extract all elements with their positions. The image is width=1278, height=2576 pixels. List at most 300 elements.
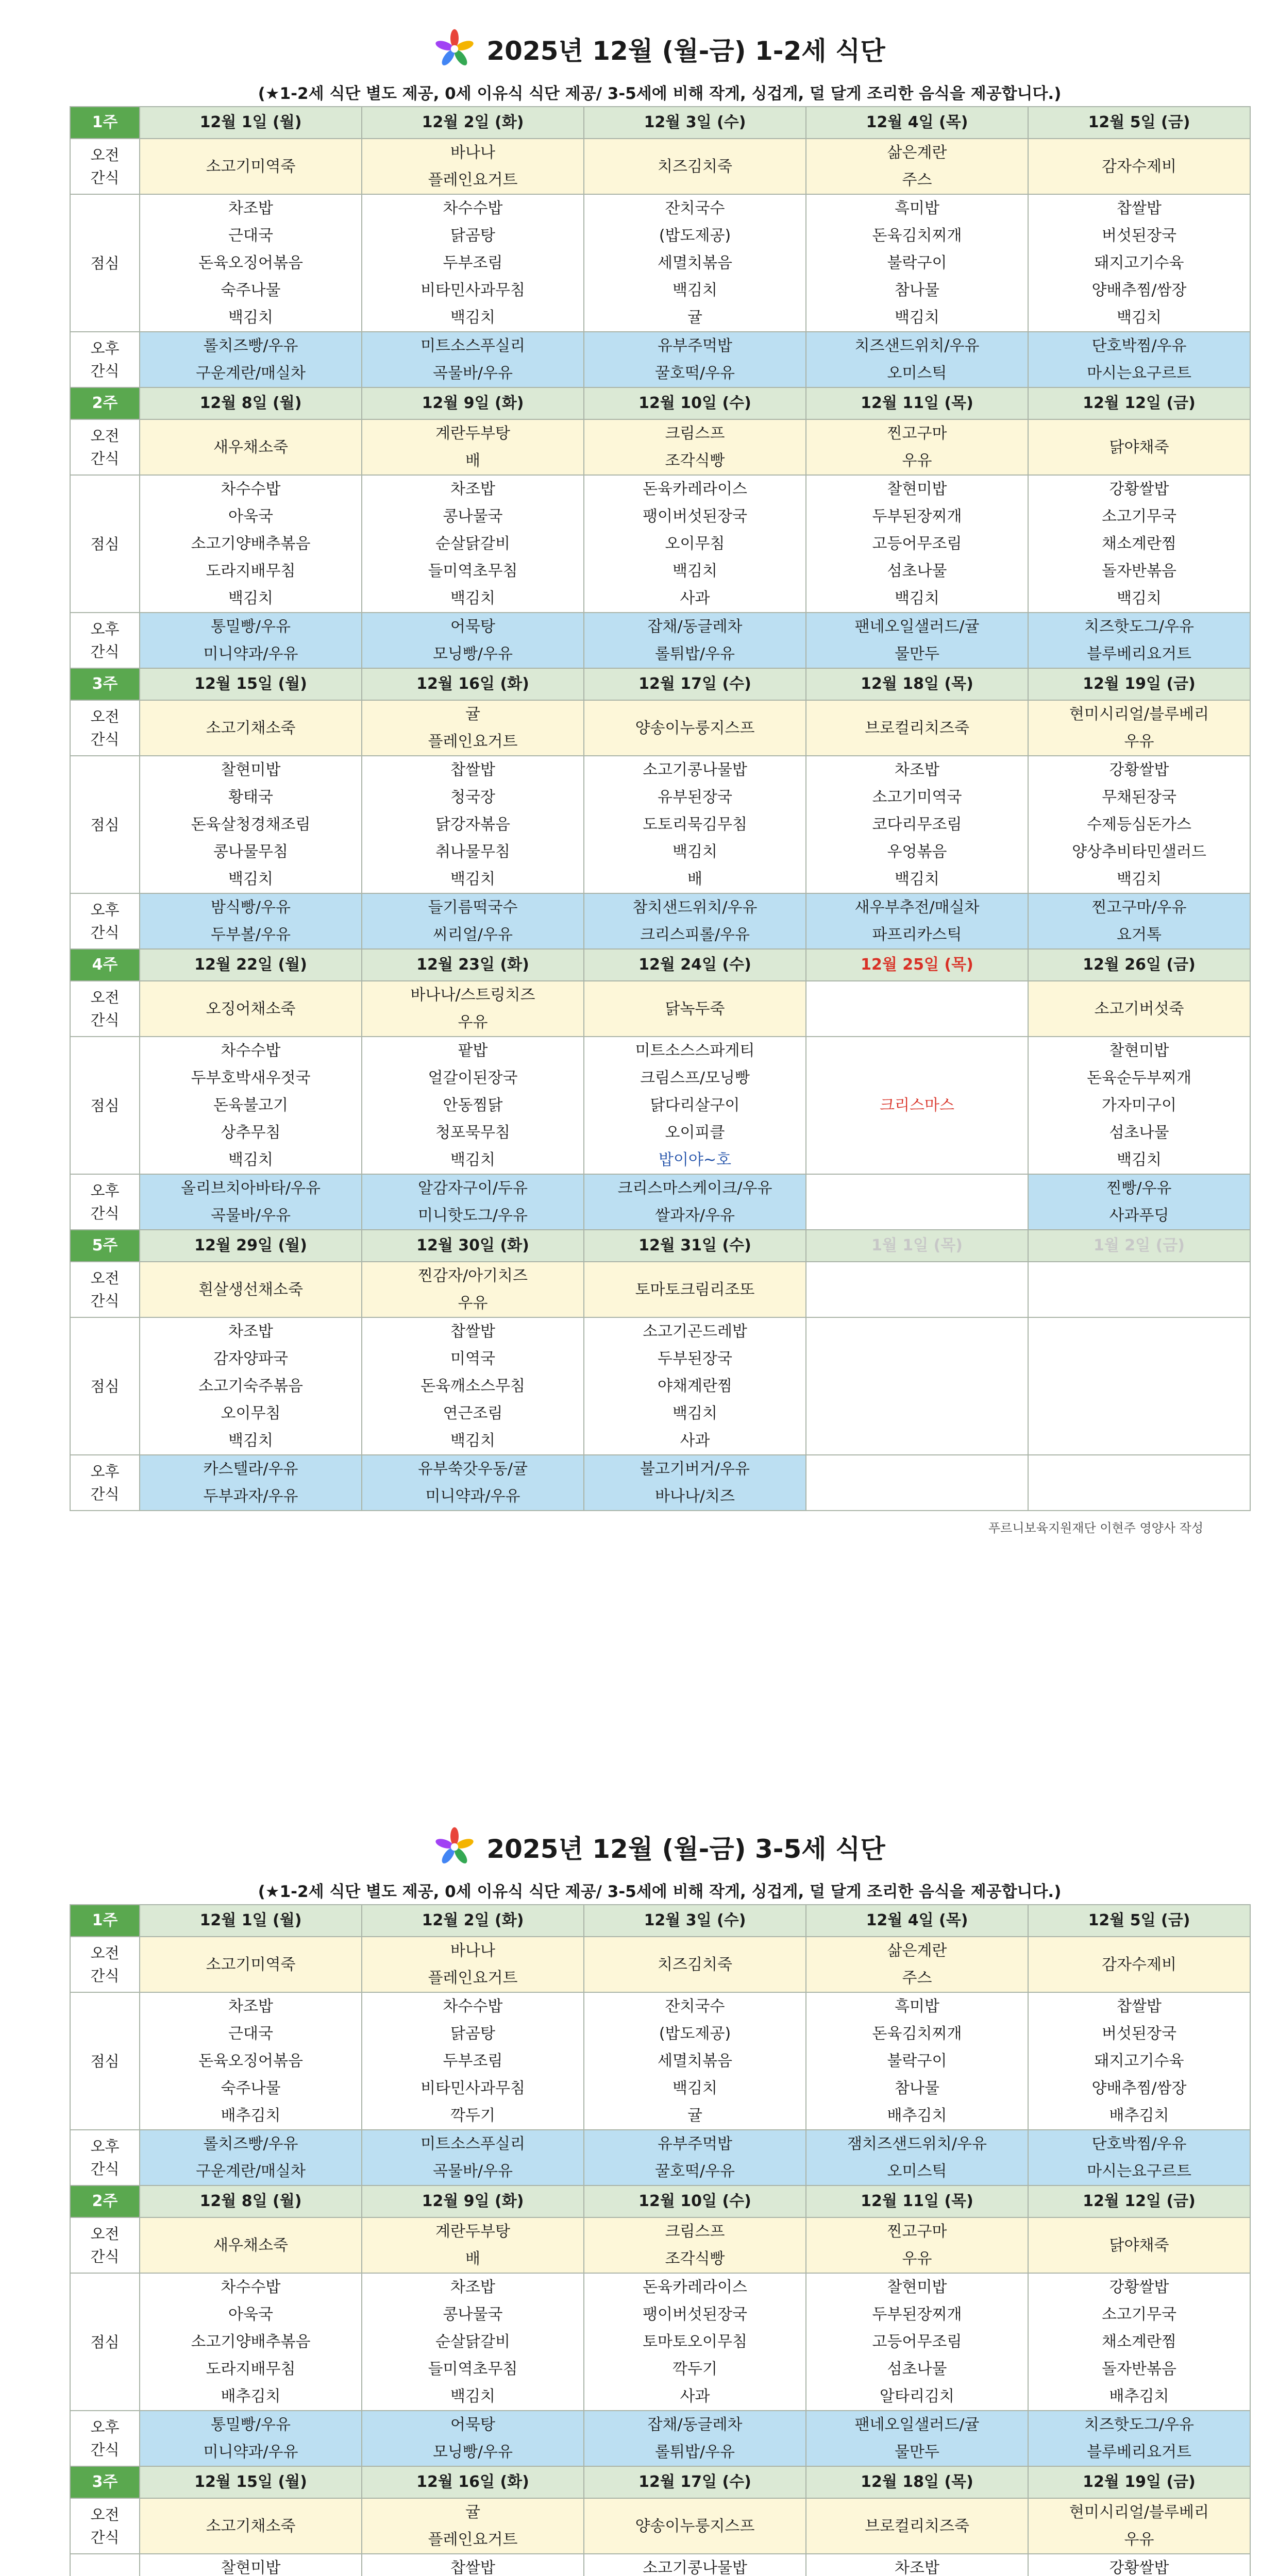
menu-item: 닭곰탕 [450, 227, 495, 245]
date-cell: 12월 16일 (화) [362, 668, 584, 700]
meal-cell [806, 700, 1028, 756]
menu-item: 배추김치 [1109, 2387, 1169, 2405]
menu-item: 간식 [90, 450, 120, 467]
date-cell: 12월 1일 (월) [140, 107, 362, 139]
meal-label [70, 2130, 140, 2185]
menu-item: 미니약과/우유 [425, 1487, 520, 1505]
menu-item: 두부된장찌개 [872, 507, 962, 526]
meal-cell [806, 1174, 1028, 1230]
meal-cell [806, 419, 1028, 475]
menu-item: 찹쌀밥 [450, 2559, 495, 2576]
meal-cell [362, 1992, 584, 2130]
date-cell: 12월 9일 (화) [362, 2185, 584, 2217]
meal-cell [806, 756, 1028, 893]
pm-snack-row [70, 2130, 1250, 2185]
menu-item: 배 [687, 870, 702, 888]
menu-item: 유부된장국 [658, 788, 732, 806]
pm-snack-row [70, 1174, 1250, 1230]
menu-item: 닭녹두죽 [665, 999, 725, 1018]
meal-cell [140, 1937, 362, 1992]
menu-item: 치즈샌드위치/우유 [854, 337, 980, 355]
meal-label [70, 2554, 140, 2576]
meal-cell [362, 893, 584, 949]
menu-item: 파프리카스틱 [872, 926, 962, 944]
meal-cell [362, 613, 584, 668]
meal-cell [140, 1455, 362, 1511]
menu-item: 잡채/동글레차 [647, 2416, 743, 2434]
menu-item: 물만두 [895, 645, 939, 663]
menu-item: 계란두부탕 [435, 2223, 510, 2241]
menu-item: 두부조림 [443, 2052, 503, 2070]
menu-item: 조각식빵 [665, 2250, 725, 2268]
menu-item: 브로컬리치즈죽 [865, 2517, 969, 2535]
menu-item: 백김치 [228, 1432, 273, 1450]
meal-label [70, 139, 140, 194]
menu-item: 오후 [90, 340, 120, 357]
date-cell: 12월 10일 (수) [584, 387, 806, 419]
menu-item: 블루베리요거트 [1087, 2443, 1191, 2461]
date-cell: 12월 12일 (금) [1028, 387, 1250, 419]
menu-item: 소고기숙주볶음 [198, 1377, 303, 1395]
menu-item: 점심 [90, 816, 120, 834]
meal-cell [806, 981, 1028, 1037]
menu-item: 백김치 [1117, 1151, 1162, 1169]
menu-item: 점심 [90, 1377, 120, 1395]
menu-item: 백김치 [672, 1404, 717, 1422]
menu-item: 간식 [90, 362, 120, 380]
date-cell: 12월 12일 (금) [1028, 2185, 1250, 2217]
meal-label [70, 613, 140, 668]
menu-item: 백김치 [672, 281, 717, 299]
am-snack-row [70, 700, 1250, 756]
menu-item: 간식 [90, 924, 120, 941]
menu-item: 사과 [680, 589, 710, 607]
menu-item: 플레인요거트 [428, 171, 518, 189]
meal-cell [1028, 2411, 1250, 2466]
menu-item: 크리스마스 [880, 1096, 954, 1114]
meal-cell [806, 1037, 1028, 1174]
meal-label [70, 2273, 140, 2411]
menu-item: 백김치 [1117, 309, 1162, 327]
menu-item: 우유 [458, 1294, 488, 1312]
menu-item: 불락구이 [887, 2052, 947, 2070]
date-cell: 12월 2일 (화) [362, 1905, 584, 1937]
meal-cell [140, 2498, 362, 2554]
meal-cell [362, 332, 584, 387]
menu-item: 간식 [90, 1292, 120, 1310]
menu-item: 오후 [90, 2138, 120, 2155]
meal-label [70, 700, 140, 756]
menu-item: 미트소스스파게티 [635, 1042, 755, 1060]
menu-item: 돈육오징어볶음 [198, 2052, 303, 2070]
menu-item: 크림스프/모닝빵 [640, 1069, 750, 1087]
meal-cell [362, 1174, 584, 1230]
meal-cell [140, 2273, 362, 2411]
menu-item: 차조밥 [895, 761, 939, 779]
date-cell: 12월 19일 (금) [1028, 2466, 1250, 2498]
menu-item: 소고기무국 [1102, 2306, 1176, 2324]
lunch-row [70, 1037, 1250, 1174]
meal-cell [806, 893, 1028, 949]
menu-item: 채소계란찜 [1102, 535, 1176, 553]
menu-item: 돌자반볶음 [1102, 2360, 1176, 2378]
menu-item: 곡물바/우유 [432, 364, 513, 382]
menu-item: 세멸치볶음 [658, 254, 732, 272]
menu-item: 차수수밥 [443, 1997, 503, 2015]
menu-item: 차조밥 [895, 2559, 939, 2576]
menu-item: 두부볼/우유 [210, 926, 291, 944]
menu-item: 돈육카레라이스 [643, 480, 747, 498]
date-cell: 12월 24일 (수) [584, 949, 806, 981]
menu-item: 크림스프 [665, 425, 725, 443]
meal-cell [362, 2130, 584, 2185]
menu-item: 점심 [90, 2333, 120, 2351]
menu-item: 백김치 [450, 309, 495, 327]
meal-cell [1028, 1937, 1250, 1992]
flower-logo-icon [434, 1826, 475, 1868]
menu-item: 근대국 [228, 2025, 273, 2043]
meal-cell [1028, 419, 1250, 475]
menu-item: 찹쌀밥 [1117, 199, 1162, 217]
menu-item: 근대국 [228, 227, 273, 245]
meal-cell [584, 2130, 806, 2185]
menu-item: 소고기미역국 [872, 788, 962, 806]
menu-item: 새우채소죽 [213, 438, 288, 456]
menu-item: 청국장 [450, 788, 495, 806]
meal-cell [806, 2554, 1028, 2576]
menu-item: 비타민사과무침 [421, 2079, 525, 2097]
menu-item: 곡물바/우유 [210, 1207, 291, 1225]
meal-cell [140, 1174, 362, 1230]
meal-label [70, 893, 140, 949]
meal-cell [584, 332, 806, 387]
menu-item: 찐고구마 [887, 425, 947, 443]
am-snack-row [70, 2217, 1250, 2273]
menu-item: 백김치 [228, 1151, 273, 1169]
menu-item: 돼지고기수육 [1094, 2052, 1184, 2070]
meal-cell [362, 1937, 584, 1992]
menu-item: 플레인요거트 [428, 2531, 518, 2549]
meal-cell [140, 139, 362, 194]
meal-label [70, 1317, 140, 1455]
date-row [70, 949, 1250, 981]
menu-item: 찰현미밥 [1109, 1042, 1169, 1060]
meal-cell [1028, 613, 1250, 668]
menu-item: 감자수제비 [1102, 1955, 1176, 1974]
menu-item: 크림스프 [665, 2223, 725, 2241]
meal-cell [584, 756, 806, 893]
date-cell: 12월 15일 (월) [140, 668, 362, 700]
menu-item: 팽이버섯된장국 [643, 2306, 747, 2324]
menu-item: 양배추찜/쌈장 [1091, 2079, 1187, 2097]
menu-item: 롤튀밥/우유 [654, 645, 735, 663]
menu-item: 찰현미밥 [887, 480, 947, 498]
am-snack-row [70, 139, 1250, 194]
menu-item: 차수수밥 [221, 480, 281, 498]
menu-item: 배추김치 [221, 2387, 281, 2405]
menu-item: 흑미밥 [895, 1997, 939, 2015]
menu-item: 크리스피롤/우유 [640, 926, 750, 944]
meal-cell [584, 2411, 806, 2466]
menu-item: 우유 [1124, 2531, 1154, 2549]
menu-item: 소고기미역죽 [206, 1955, 296, 1974]
meal-cell [1028, 1174, 1250, 1230]
menu-item: 점심 [90, 254, 120, 272]
meal-cell [806, 332, 1028, 387]
menu-item: 주스 [902, 171, 932, 189]
menu-item: 돈육김치찌개 [872, 2025, 962, 2043]
lunch-row [70, 2273, 1250, 2411]
menu-item: 밥이야~호 [658, 1151, 732, 1169]
menu-item: 강황쌀밥 [1109, 761, 1169, 779]
menu-item: 귤 [687, 2107, 702, 2125]
menu-item: 양송이누룽지스프 [635, 2517, 755, 2535]
menu-item: 콩나물국 [443, 2306, 503, 2324]
menu-item: 조각식빵 [665, 452, 725, 470]
am-snack-row [70, 1262, 1250, 1317]
meal-cell [584, 700, 806, 756]
menu-item: 차수수밥 [221, 2278, 281, 2296]
menu-item: 꿀호떡/우유 [654, 2162, 735, 2180]
menu-item: 배추김치 [1109, 2107, 1169, 2125]
menu-item: 잔치국수 [665, 199, 725, 217]
menu-item: 순살닭갈비 [435, 535, 510, 553]
meal-cell [584, 194, 806, 332]
menu-item: 돈육불고기 [213, 1096, 288, 1114]
menu-item: 오전 [90, 146, 120, 164]
menu-item: 오징어채소죽 [206, 999, 296, 1018]
date-row [70, 2466, 1250, 2498]
pm-snack-row [70, 2411, 1250, 2466]
menu-item: 닭야채죽 [1109, 2236, 1169, 2255]
meal-cell [584, 2273, 806, 2411]
menu-item: 치즈김치죽 [658, 1955, 732, 1974]
menu-item: 두부과자/우유 [203, 1487, 298, 1505]
menu-item: 삶은계란 [887, 1942, 947, 1960]
menu-item: 배 [465, 2250, 480, 2268]
meal-cell [1028, 194, 1250, 332]
menu-item: 비타민사과무침 [421, 281, 525, 299]
meal-cell [806, 2273, 1028, 2411]
meal-cell [362, 756, 584, 893]
date-cell: 12월 4일 (목) [806, 107, 1028, 139]
menu-item: 취나물무침 [435, 843, 510, 861]
menu-subtitle: (★1-2세 식단 별도 제공, 0세 이유식 식단 제공/ 3-5세에 비해 작게, 싱겁게, 덜 달게 조리한 음식을 제공합니다.) [258, 1882, 1062, 1901]
menu-item: 플레인요거트 [428, 733, 518, 751]
menu-item: 요거톡 [1117, 926, 1162, 944]
menu-item: 알타리김치 [880, 2387, 954, 2405]
meal-cell [806, 2217, 1028, 2273]
menu-item: 세멸치볶음 [658, 2052, 732, 2070]
meal-cell [1028, 332, 1250, 387]
meal-cell [362, 194, 584, 332]
menu-item: 통밀빵/우유 [210, 618, 291, 636]
menu-item: 간식 [90, 2529, 120, 2546]
meal-cell [140, 1317, 362, 1455]
menu-item: 소고기채소죽 [206, 719, 296, 737]
menu-item: 크리스마스케이크/우유 [617, 1179, 772, 1197]
menu-item: 백김치 [228, 589, 273, 607]
menu-item: 잡채/동글레차 [647, 618, 743, 636]
menu-item: 백김치 [1117, 870, 1162, 888]
meal-label [70, 194, 140, 332]
menu-item: 백김치 [1117, 589, 1162, 607]
menu-item: 콩나물국 [443, 507, 503, 526]
menu-item: 바나나/스트링치즈 [410, 986, 535, 1004]
menu-item: 불고기버거/우유 [640, 1460, 750, 1478]
menu-item: 찰현미밥 [887, 2278, 947, 2296]
meal-cell [806, 1317, 1028, 1455]
meal-label [70, 2498, 140, 2554]
meal-cell [584, 2217, 806, 2273]
menu-item: 점심 [90, 1096, 120, 1114]
date-cell: 12월 8일 (월) [140, 2185, 362, 2217]
meal-cell [140, 893, 362, 949]
pm-snack-row [70, 332, 1250, 387]
meal-cell [362, 1317, 584, 1455]
menu-item: 미역국 [450, 1350, 495, 1368]
meal-cell [362, 981, 584, 1037]
meal-cell [806, 1937, 1028, 1992]
menu-item: 들기름떡국수 [428, 899, 518, 917]
menu-item: 양송이누룽지스프 [635, 719, 755, 737]
meal-label [70, 419, 140, 475]
menu-item: 무채된장국 [1102, 788, 1176, 806]
meal-cell [584, 1455, 806, 1511]
menu-item: 치즈핫도그/우유 [1084, 2416, 1194, 2434]
menu-item: 간식 [90, 643, 120, 660]
meal-cell [806, 2498, 1028, 2554]
menu-item: 소고기콩나물밥 [643, 761, 747, 779]
menu-item: 백김치 [895, 870, 939, 888]
date-cell: 12월 8일 (월) [140, 387, 362, 419]
menu-item: 두부된장국 [658, 1350, 732, 1368]
menu-item: 어묵탕 [450, 618, 495, 636]
meal-label [70, 1937, 140, 1992]
date-cell: 12월 5일 (금) [1028, 1905, 1250, 1937]
menu-item: 잔치국수 [665, 1997, 725, 2015]
menu-item: 코다리무조림 [872, 816, 962, 834]
menu-item: 쌀과자/우유 [654, 1207, 735, 1225]
date-cell: 12월 23일 (화) [362, 949, 584, 981]
menu-item: 새우채소죽 [213, 2236, 288, 2255]
menu-item: 우유 [458, 1013, 488, 1031]
meal-cell [1028, 981, 1250, 1037]
menu-item: 배추김치 [221, 2107, 281, 2125]
menu-item: 오전 [90, 989, 120, 1006]
menu-item: 오미스틱 [887, 364, 947, 382]
meal-cell [584, 419, 806, 475]
menu-item: 돈육순두부찌개 [1087, 1069, 1191, 1087]
menu-item: 차조밥 [228, 199, 273, 217]
menu-item: 삶은계란 [887, 144, 947, 162]
meal-cell [1028, 139, 1250, 194]
date-cell: 12월 18일 (목) [806, 668, 1028, 700]
menu-item: 주스 [902, 1969, 932, 1987]
meal-cell [140, 2217, 362, 2273]
menu-item: 물만두 [895, 2443, 939, 2461]
meal-cell [806, 194, 1028, 332]
menu-item: 사과푸딩 [1109, 1207, 1169, 1225]
pm-snack-row [70, 1455, 1250, 1511]
date-row [70, 387, 1250, 419]
week-label: 3주 [70, 668, 140, 700]
menu-item: 오후 [90, 620, 120, 638]
meal-cell [140, 2130, 362, 2185]
menu-item: 치즈김치죽 [658, 157, 732, 176]
date-cell: 12월 31일 (수) [584, 1230, 806, 1262]
menu-item: 들미역초무침 [428, 2360, 518, 2378]
meal-cell [806, 613, 1028, 668]
menu-item: 가자미구이 [1102, 1096, 1176, 1114]
lunch-row [70, 1992, 1250, 2130]
lunch-row [70, 756, 1250, 893]
meal-cell [362, 139, 584, 194]
menu-item: 브로컬리치즈죽 [865, 719, 969, 737]
menu-item: 소고기양배추볶음 [191, 535, 311, 553]
menu-item: 차수수밥 [221, 1042, 281, 1060]
meal-cell [806, 2411, 1028, 2466]
menu-item: 황태국 [228, 788, 273, 806]
menu-item: (밥도제공) [659, 227, 731, 245]
date-cell: 12월 19일 (금) [1028, 668, 1250, 700]
meal-cell [584, 139, 806, 194]
menu-item: 소고기곤드레밥 [643, 1323, 747, 1341]
lunch-row [70, 475, 1250, 613]
menu-item: 점심 [90, 2052, 120, 2070]
menu-item: 도라지배무침 [206, 2360, 296, 2378]
menu-item: 채소계란찜 [1102, 2333, 1176, 2351]
meal-cell [362, 475, 584, 613]
menu-item: 백김치 [895, 309, 939, 327]
menu-item: 참치샌드위치/우유 [632, 899, 758, 917]
menu-item: 차조밥 [228, 1323, 273, 1341]
date-row [70, 1230, 1250, 1262]
date-cell: 1월 2일 (금) [1028, 1230, 1250, 1262]
date-cell: 12월 3일 (수) [584, 1905, 806, 1937]
menu-item: 미트소스푸실리 [421, 337, 525, 355]
meal-cell [806, 2130, 1028, 2185]
menu-item: 팥밥 [458, 1042, 488, 1060]
date-cell: 12월 11일 (목) [806, 387, 1028, 419]
menu-item: 귤 [687, 309, 702, 327]
menu-item: 롤치즈빵/우유 [203, 2135, 298, 2153]
meal-cell [1028, 2273, 1250, 2411]
menu-item: 우엉볶음 [887, 843, 947, 861]
date-cell: 12월 10일 (수) [584, 2185, 806, 2217]
meal-cell [1028, 700, 1250, 756]
menu-item: 사과 [680, 2387, 710, 2405]
menu-item: 백김치 [228, 870, 273, 888]
menu-item: 우유 [902, 452, 932, 470]
meal-cell [140, 2554, 362, 2576]
menu-item: 유부주먹밥 [658, 2135, 732, 2153]
date-row [70, 1905, 1250, 1937]
header [70, 1819, 1250, 1875]
menu-item: 오이무침 [221, 1404, 281, 1422]
meal-cell [362, 1037, 584, 1174]
menu-item: 닭강자볶음 [435, 816, 510, 834]
meal-label [70, 2411, 140, 2466]
menu-item: 토마토오이무침 [643, 2333, 747, 2351]
meal-cell [1028, 2554, 1250, 2576]
menu-item: 아욱국 [228, 2306, 273, 2324]
date-cell: 12월 26일 (금) [1028, 949, 1250, 981]
menu-item: 올리브치아바타/우유 [181, 1179, 321, 1197]
menu-item: 오전 [90, 708, 120, 725]
menu-item: 돈육오징어볶음 [198, 254, 303, 272]
menu-item: 섬초나물 [1109, 1124, 1169, 1142]
